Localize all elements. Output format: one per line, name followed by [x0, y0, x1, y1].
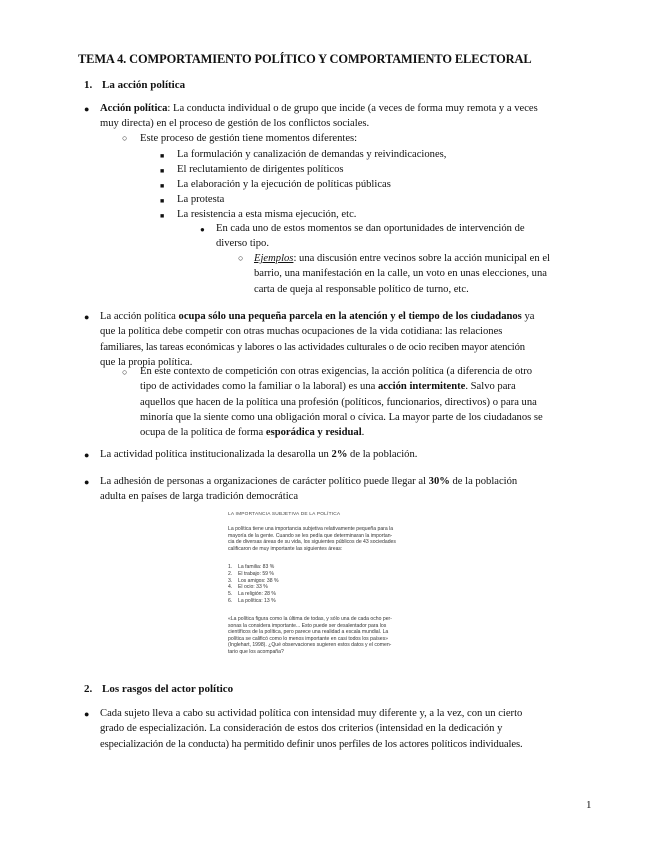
- text-run: de la población: [449, 476, 518, 487]
- text-line: adulta en países de larga tradición democrática: [100, 491, 299, 503]
- bullet-dot-icon: ●: [84, 477, 90, 487]
- text-run: tipo de actividades como la familiar o la laboral) es una: [140, 381, 378, 393]
- bold-phrase: acción intermitente: [377, 381, 466, 393]
- figure-text-line: mayoría de la gente. Cuando se les pedía que determinaran la importan-: [228, 532, 393, 539]
- section-heading-1: [84, 78, 185, 93]
- figure-text-line: científicos de la política, pero parece una realidad a escala mundial. La: [228, 629, 389, 636]
- figure-text-line: tario que los acompaña?: [228, 648, 284, 655]
- text-run: La actividad política institucionalizada la desarolla un: [100, 449, 332, 460]
- bold-phrase: 30%: [428, 476, 450, 487]
- figure-quote: [228, 616, 450, 656]
- figure-intro: [228, 526, 450, 552]
- text-run: La acción política: [100, 311, 179, 322]
- figure-list-item: [228, 571, 450, 578]
- text-line: : una discusión entre vecinos sobre la acción municipal en el: [293, 253, 550, 264]
- list-item: La resistencia a esta misma ejecución, etc.: [177, 209, 357, 220]
- figure-text-line: política se calificó como lo menos importante en casi todos los países»: [228, 635, 388, 642]
- ejemplos-label: Ejemplos: [254, 253, 294, 264]
- item-number: 6.: [228, 597, 233, 604]
- text-run: .: [361, 427, 365, 439]
- bullet-square-icon: ■: [160, 167, 165, 175]
- figure-text-line: cia de diversas áreas de su vida, los siguientes públicos de 43 sociedades: [228, 539, 396, 546]
- figure-list-item: [228, 598, 450, 605]
- text-line: muy directa) en el proceso de gestión de los conflictos sociales.: [100, 118, 370, 130]
- text-line: carta de queja al responsable político de turno, etc.: [254, 283, 469, 295]
- bold-phrase: esporádica y residual: [265, 427, 362, 439]
- item-text: El ocio: 33 %: [238, 584, 268, 591]
- figure-list: [228, 564, 450, 605]
- figure-list-item: [228, 578, 450, 585]
- text-line: que la política debe competir con otras muchas ocupaciones de la vida cotidiana: las relaciones: [100, 326, 503, 338]
- list-item: El reclutamiento de dirigentes políticos: [177, 164, 344, 175]
- text-line: aquellos que hacen de la política una profesión (políticos, funcionarios, directivos) o para una: [140, 396, 537, 408]
- item-number: 2.: [228, 570, 233, 577]
- bullet-dot-icon: ●: [84, 312, 90, 322]
- bullet-square-icon: ■: [160, 197, 165, 205]
- bullet-dot-icon: ●: [200, 225, 205, 234]
- text-run: . Salvo para: [465, 381, 516, 393]
- section-number: 1.: [84, 79, 93, 91]
- bullet-square-icon: ■: [160, 152, 165, 160]
- bullet-square-icon: ■: [160, 212, 165, 220]
- bullet-circle-icon: ○: [122, 367, 128, 377]
- item-number: 4.: [228, 584, 233, 591]
- paragraph-30-percent: [100, 474, 594, 505]
- section-heading-2: [84, 682, 233, 697]
- paragraph-2-percent: [100, 447, 594, 462]
- item-text: La religión: 28 %: [238, 591, 276, 598]
- figure-text-line: sonas la considera importante... Esto puede ser desalentador para los: [228, 622, 387, 629]
- figure-importancia-subjetiva: [224, 508, 454, 670]
- text-line: En este contexto de competición con otras exigencias, la acción política (a diferencia de otro: [140, 366, 533, 377]
- text-line: minoría que la siente como una obligación moral o cívica. La mayor parte de los ciudadanos se: [140, 411, 543, 423]
- bullet-square-icon: ■: [160, 182, 165, 190]
- text-line: En cada uno de estos momentos se dan oportunidades de intervención de: [216, 223, 525, 234]
- bullet-circle-icon: ○: [122, 133, 128, 143]
- list-item: La protesta: [177, 194, 225, 205]
- item-number: 5.: [228, 591, 233, 598]
- sub-bullet-text: Este proceso de gestión tiene momentos diferentes:: [140, 133, 358, 144]
- section-label: La acción política: [102, 79, 186, 91]
- paragraph-oportunidades: [216, 221, 594, 252]
- paragraph-rasgos-actor: [100, 706, 594, 752]
- figure-list-item: [228, 564, 450, 571]
- figure-list-item: [228, 591, 450, 598]
- bullet-dot-icon: ●: [84, 450, 90, 460]
- bullet-dot-icon: ●: [84, 709, 90, 719]
- item-text: El trabajo: 59 %: [238, 570, 274, 577]
- figure-text-line: calificaron de muy importante las siguientes áreas:: [228, 545, 343, 552]
- page-number: 1: [586, 799, 592, 811]
- text-line: familiares, las tareas económicas y labores o las actividades culturales o de ocio reciben mayor atención: [100, 341, 525, 353]
- paragraph-ejemplos: [254, 251, 594, 297]
- term-accion-politica: Acción política: [100, 103, 168, 114]
- text-line: especialización de la conducta) ha permitido definir unos perfiles de los actores políticos individuales.: [100, 738, 523, 750]
- paragraph-accion-politica: [100, 101, 594, 132]
- figure-text-line: «La política figura como la última de todas, y sólo una de cada ocho per-: [228, 616, 392, 622]
- item-text: La política: 13 %: [238, 597, 276, 604]
- figure-title: LA IMPORTANCIA SUBJETIVA DE LA POLÍTICA: [228, 512, 341, 517]
- text-run: ya: [521, 311, 535, 322]
- text-line: Cada sujeto lleva a cabo su actividad política con intensidad muy diferente y, a la vez, con un cierto: [100, 708, 523, 719]
- text-line: barrio, una manifestación en la calle, un voto en unas elecciones, una: [254, 268, 547, 280]
- list-item: La elaboración y la ejecución de políticas públicas: [177, 179, 391, 190]
- document-title: TEMA 4. COMPORTAMIENTO POLÍTICO Y COMPORTAMIENTO ELECTORAL: [78, 52, 532, 66]
- paragraph-accion-intermitente: [140, 364, 594, 440]
- figure-text-line: La política tiene una importancia subjetiva relativamente pequeña para la: [228, 526, 394, 532]
- section-number: 2.: [84, 683, 93, 695]
- text-run: ocupa de la política de forma: [140, 427, 266, 439]
- section-label: Los rasgos del actor político: [102, 683, 234, 695]
- bullet-dot-icon: ●: [84, 104, 90, 114]
- figure-list-item: [228, 584, 450, 591]
- text-line: : La conducta individual o de grupo que incide (a veces de forma muy remota y a veces: [167, 103, 538, 114]
- text-run: La adhesión de personas a organizaciones de carácter político puede llegar al: [100, 476, 429, 487]
- bold-phrase: 2%: [331, 449, 348, 460]
- text-line: diverso tipo.: [216, 238, 269, 250]
- figure-text-line: (Inglehart, 1998). ¿Qué observaciones sugieren estos datos y el comen-: [228, 642, 392, 649]
- paragraph-pequena-parcela: [100, 309, 594, 370]
- item-text: La familia: 83 %: [238, 564, 275, 570]
- bullet-circle-icon: ○: [238, 253, 244, 263]
- bold-phrase: ocupa sólo una pequeña parcela en la atención y el tiempo de los ciudadanos: [178, 311, 522, 322]
- item-text: Los amigos: 38 %: [238, 577, 279, 584]
- list-item: La formulación y canalización de demandas y reivindicaciones,: [177, 149, 447, 160]
- text-line: grado de especialización. La consideración de estos dos criterios (intensidad en la dedicación y: [100, 723, 503, 735]
- text-run: de la población.: [347, 449, 418, 460]
- item-number: 1.: [228, 564, 233, 570]
- item-number: 3.: [228, 577, 233, 584]
- text-line: que la propia política.: [100, 356, 193, 368]
